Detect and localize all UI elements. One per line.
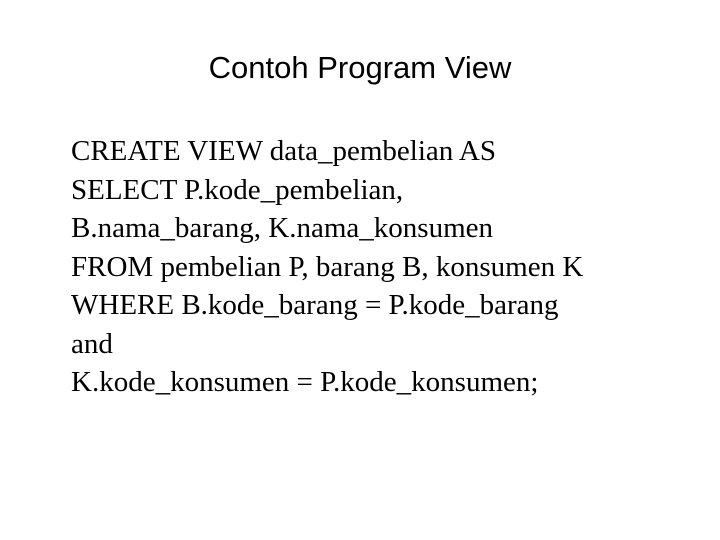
code-line-where: WHERE B.kode_barang = P.kode_barang <box>71 289 559 321</box>
code-line-from: FROM pembelian P, barang B, konsumen K <box>71 250 584 283</box>
slide-title: Contoh Program View <box>208 50 512 85</box>
sql-code-block <box>71 132 701 402</box>
code-line-join-condition: K.kode_konsumen = P.kode_konsumen; <box>71 366 539 398</box>
code-line-select-columns: B.nama_barang, K.nama_konsumen <box>71 212 494 244</box>
code-line-create-view: CREATE VIEW data_pembelian AS <box>71 135 497 167</box>
code-line-select: SELECT P.kode_pembelian, <box>71 173 404 206</box>
code-line-and: and <box>71 327 113 360</box>
